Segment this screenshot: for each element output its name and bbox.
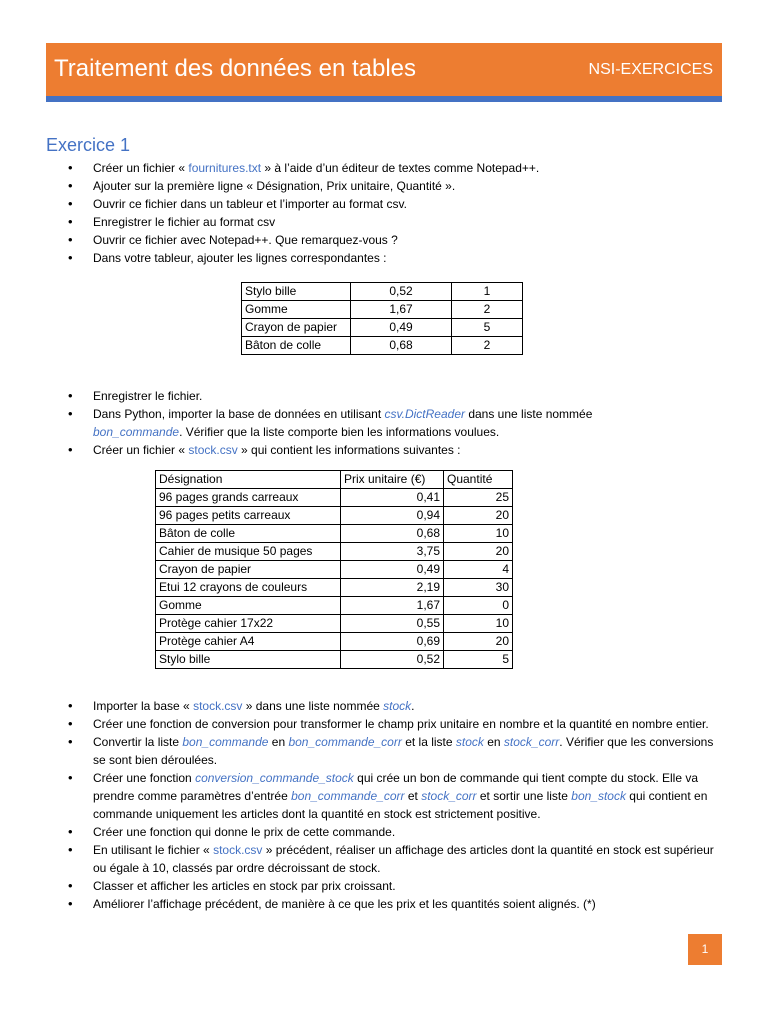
table-row (156, 543, 513, 561)
table-cell: 25 (444, 489, 513, 507)
list-item: • Créer une fonction qui donne le prix de cette commande. (48, 823, 728, 841)
list-item: • Enregistrer le fichier. (48, 387, 728, 405)
table-cell: 20 (444, 543, 513, 561)
table-row (156, 597, 513, 615)
header-divider (46, 96, 722, 102)
table-cell: Bâton de colle (242, 337, 351, 355)
list-item: • Ouvrir ce fichier avec Notepad++. Que remarquez-vous ? (48, 231, 728, 249)
table-cell: 0,49 (341, 561, 444, 579)
list-item: • Ajouter sur la première ligne « Désignation, Prix unitaire, Quantité ». (48, 177, 728, 195)
table-cell: Gomme (242, 301, 351, 319)
list-item: • Ouvrir ce fichier dans un tableur et l’importer au format csv. (48, 195, 728, 213)
table-cell: 1 (452, 283, 523, 301)
table-cell: Protège cahier A4 (156, 633, 341, 651)
table-cell: 0,69 (341, 633, 444, 651)
table-row (242, 301, 523, 319)
table-cell: 0 (444, 597, 513, 615)
table-cell: 96 pages grands carreaux (156, 489, 341, 507)
table-row (156, 507, 513, 525)
table-cell: Protège cahier 17x22 (156, 615, 341, 633)
table-cell: Crayon de papier (242, 319, 351, 337)
list-item: • Dans Python, importer la base de données en utilisant csv.DictReader dans une liste nommée bon_commande. Vérifier que la liste comporte bien les informations voulues. (48, 405, 728, 441)
list-item: • Améliorer l’affichage précédent, de manière à ce que les prix et les quantités soient alignés. (*) (48, 895, 728, 913)
table-cell: 10 (444, 525, 513, 543)
list-item: • Créer un fichier « stock.csv » qui contient les informations suivantes : (48, 441, 728, 459)
table-cell: 1,67 (341, 597, 444, 615)
table-cell: Bâton de colle (156, 525, 341, 543)
table-cell: 0,94 (341, 507, 444, 525)
column-header: Prix unitaire (€) (341, 471, 444, 489)
table-row (156, 579, 513, 597)
table-cell: 4 (444, 561, 513, 579)
instruction-list-2 (48, 387, 728, 459)
table-cell: 10 (444, 615, 513, 633)
list-item: • Dans votre tableur, ajouter les lignes correspondantes : (48, 249, 728, 267)
instruction-list-1 (48, 159, 728, 267)
file-link[interactable]: stock.csv (193, 699, 243, 713)
page-number: 1 (688, 934, 722, 965)
stock-table (155, 470, 513, 669)
table-cell: Stylo bille (242, 283, 351, 301)
list-item: • Convertir la liste bon_commande en bon_commande_corr et la liste stock en stock_corr. Vérifier que les conversions se sont bien déroulées. (48, 733, 728, 769)
list-item: • Créer une fonction conversion_commande_stock qui crée un bon de commande qui tient compte du stock. Elle va prendre comme paramètres d’entrée bon_commande_corr et stock_corr et sortir une liste bon_stock qui contient en commande uniquement les articles dont la quantité en stock est strictement positive. (48, 769, 728, 823)
instruction-list-3 (48, 697, 728, 913)
table-cell: 3,75 (341, 543, 444, 561)
column-header: Quantité (444, 471, 513, 489)
table-cell: 0,52 (351, 283, 452, 301)
table-row (242, 337, 523, 355)
table-row (156, 525, 513, 543)
table-cell: 1,67 (351, 301, 452, 319)
table-cell: 0,55 (341, 615, 444, 633)
table-row (156, 633, 513, 651)
table-cell: Gomme (156, 597, 341, 615)
table-cell: 30 (444, 579, 513, 597)
list-item: • Enregistrer le fichier au format csv (48, 213, 728, 231)
table-row (156, 489, 513, 507)
list-item: • Importer la base « stock.csv » dans une liste nommée stock. (48, 697, 728, 715)
articles-table (241, 282, 523, 355)
table-cell: Cahier de musique 50 pages (156, 543, 341, 561)
table-cell: 0,68 (341, 525, 444, 543)
table-cell: 96 pages petits carreaux (156, 507, 341, 525)
exercise-title: Exercice 1 (46, 135, 131, 155)
table-cell: 2 (452, 337, 523, 355)
table-row (242, 283, 523, 301)
table-cell: 5 (452, 319, 523, 337)
table-row (242, 319, 523, 337)
table-cell: Stylo bille (156, 651, 341, 669)
page-header (46, 43, 722, 96)
table-cell: 0,49 (351, 319, 452, 337)
table-header-row (156, 471, 513, 489)
table-cell: Etui 12 crayons de couleurs (156, 579, 341, 597)
file-link[interactable]: stock.csv (188, 443, 238, 457)
table-cell: 5 (444, 651, 513, 669)
table-cell: 0,52 (341, 651, 444, 669)
list-item: • Créer une fonction de conversion pour transformer le champ prix unitaire en nombre et la quantité en nombre entier. (48, 715, 728, 733)
document-title: Traitement des données en tables (54, 55, 417, 82)
document-tag: NSI-EXERCICES (588, 61, 713, 78)
table-cell: 0,41 (341, 489, 444, 507)
table-cell: 20 (444, 507, 513, 525)
list-item: • En utilisant le fichier « stock.csv » précédent, réaliser un affichage des articles dont la quantité en stock est supérieur ou égale à 10, classés par ordre décroissant de stock. (48, 841, 728, 877)
table-cell: Crayon de papier (156, 561, 341, 579)
list-item: • Créer un fichier « fournitures.txt » à l’aide d’un éditeur de textes comme Notepad++. (48, 159, 728, 177)
table-cell: 2,19 (341, 579, 444, 597)
table-row (156, 651, 513, 669)
table-cell: 2 (452, 301, 523, 319)
table-cell: 20 (444, 633, 513, 651)
file-link[interactable]: fournitures.txt (188, 161, 262, 175)
file-link[interactable]: stock.csv (213, 843, 263, 857)
list-item: • Classer et afficher les articles en stock par prix croissant. (48, 877, 728, 895)
table-row (156, 561, 513, 579)
table-cell: 0,68 (351, 337, 452, 355)
table-row (156, 615, 513, 633)
column-header: Désignation (156, 471, 341, 489)
